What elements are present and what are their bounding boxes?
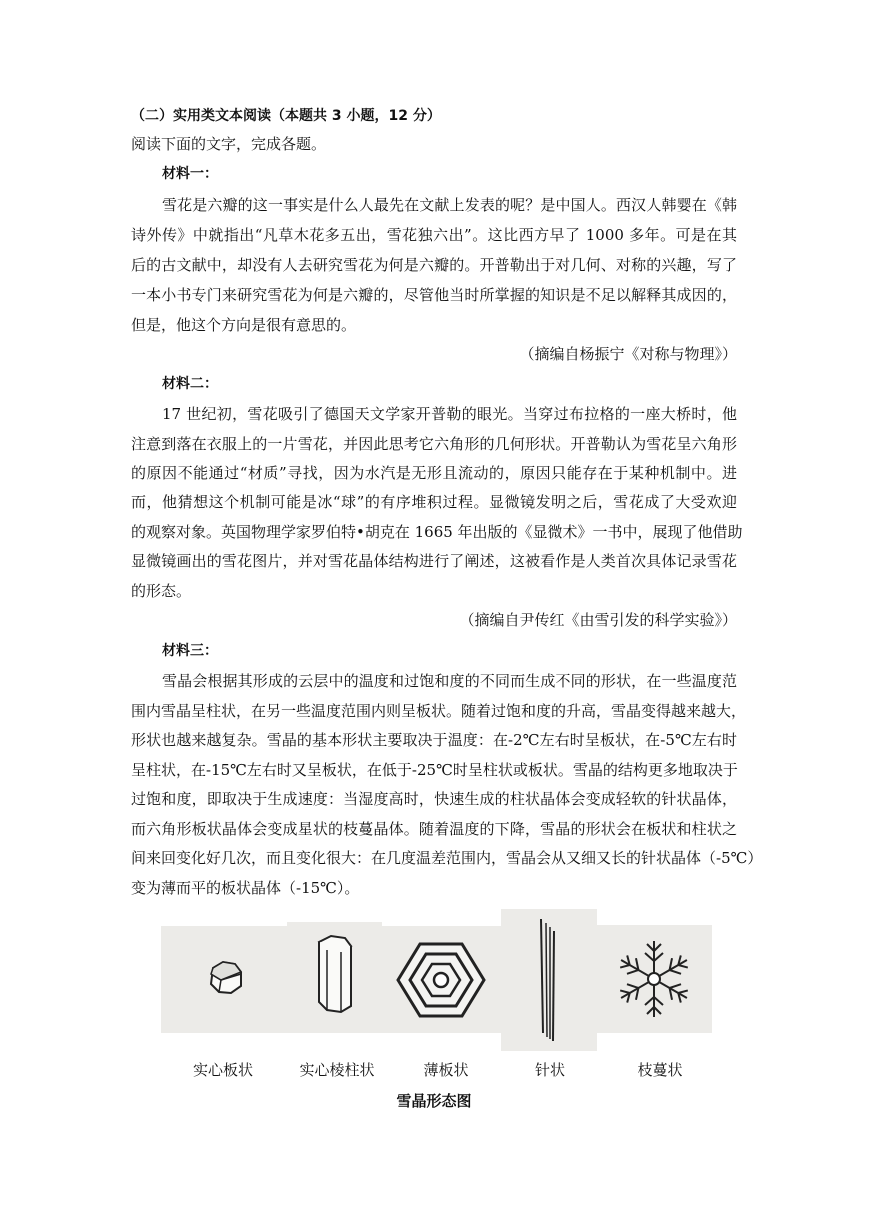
material-1-line: 但是，他这个方向是很有意思的。 [131, 316, 357, 334]
figure-title: 雪晶形态图 [396, 1092, 472, 1110]
material-1-line: 后的古文献中，却没有人去研究雪花为何是六瓣的。开普勒出于对几何、对称的兴趣，写了 [131, 256, 737, 274]
material-3-line: 间来回变化好几次，而且变化很大：在几度温差范围内，雪晶会从又细又长的针状晶体（-5℃） [131, 849, 763, 867]
material-2-line: 显微镜画出的雪花图片，并对雪花晶体结构进行了阐述，这被看作是人类首次具体记录雪花 [131, 552, 737, 570]
solid-plate-image [161, 926, 287, 1033]
needle-image [501, 909, 597, 1051]
caption-dendrite: 枝蔓状 [637, 1061, 683, 1079]
material-2-source: （摘编自尹传红《由雪引发的科学实验》） [459, 611, 737, 629]
solid-prism-image [287, 922, 382, 1033]
thin-plate-image [382, 926, 501, 1033]
material-1-heading: 材料一： [162, 166, 218, 182]
material-2-line: 的形态。 [131, 582, 192, 600]
material-3-line: 呈柱状，在-15℃左右时又呈板状，在低于-25℃时呈柱状或板状。雪晶的结构更多地取决于 [131, 761, 738, 779]
section-title: （二）实用类文本阅读（本题共 3 小题，12 分） [131, 108, 441, 124]
material-1-line: 一本小书专门来研究雪花为何是六瓣的，尽管他当时所掌握的知识是不足以解释其成因的， [131, 286, 737, 304]
material-3-line: 过饱和度，即取决于生成速度：当湿度高时，快速生成的柱状晶体会变成轻软的针状晶体， [131, 790, 737, 808]
material-2-line: 的观察对象。英国物理学家罗伯特•胡克在 1665 年出版的《显微术》一书中，展现了他借助 [131, 523, 743, 541]
material-3-heading: 材料三： [162, 643, 218, 659]
material-2-line: 的原因不能通过“材质”寻找，因为水汽是无形且流动的，原因只能存在于某种机制中。进 [131, 464, 737, 482]
material-1-source: （摘编自杨振宁《对称与物理》） [519, 345, 737, 363]
material-2-heading: 材料二： [162, 376, 218, 392]
dendrite-image [597, 925, 712, 1033]
material-2-line: 17 世纪初，雪花吸引了德国天文学家开普勒的眼光。当穿过布拉格的一座大桥时，他 [162, 405, 737, 423]
material-3-line: 雪晶会根据其形成的云层中的温度和过饱和度的不同而生成不同的形状，在一些温度范 [162, 672, 737, 690]
caption-solid-plate: 实心板状 [192, 1061, 253, 1079]
instruction-text: 阅读下面的文字，完成各题。 [131, 135, 327, 153]
material-2-line: 而，他猜想这个机制可能是冰“球”的有序堆积过程。显微镜发明之后，雪花成了大受欢迎 [131, 493, 737, 511]
material-3-line: 围内雪晶呈柱状，在另一些温度范围内则呈板状。随着过饱和度的升高，雪晶变得越来越大， [131, 702, 747, 720]
material-3-line: 变为薄而平的板状晶体（-15℃）。 [131, 879, 360, 897]
material-2-line: 注意到落在衣服上的一片雪花，并因此思考它六角形的几何形状。开普勒认为雪花呈六角形 [131, 435, 737, 453]
material-1-line: 雪花是六瓣的这一事实是什么人最先在文献上发表的呢？是中国人。西汉人韩婴在《韩 [162, 196, 737, 214]
material-3-line: 形状也越来越复杂。雪晶的基本形状主要取决于温度：在-2℃左右时呈板状，在-5℃左右时 [131, 731, 737, 749]
caption-thin-plate: 薄板状 [423, 1061, 469, 1079]
caption-solid-prism: 实心棱柱状 [299, 1061, 375, 1079]
caption-needle: 针状 [534, 1061, 565, 1079]
material-1-line: 诗外传》中就指出“凡草木花多五出，雪花独六出”。这比西方早了 1000 多年。可是在其 [131, 226, 737, 244]
material-3-line: 而六角形板状晶体会变成星状的枝蔓晶体。随着温度的下降，雪晶的形状会在板状和柱状之 [131, 820, 737, 838]
